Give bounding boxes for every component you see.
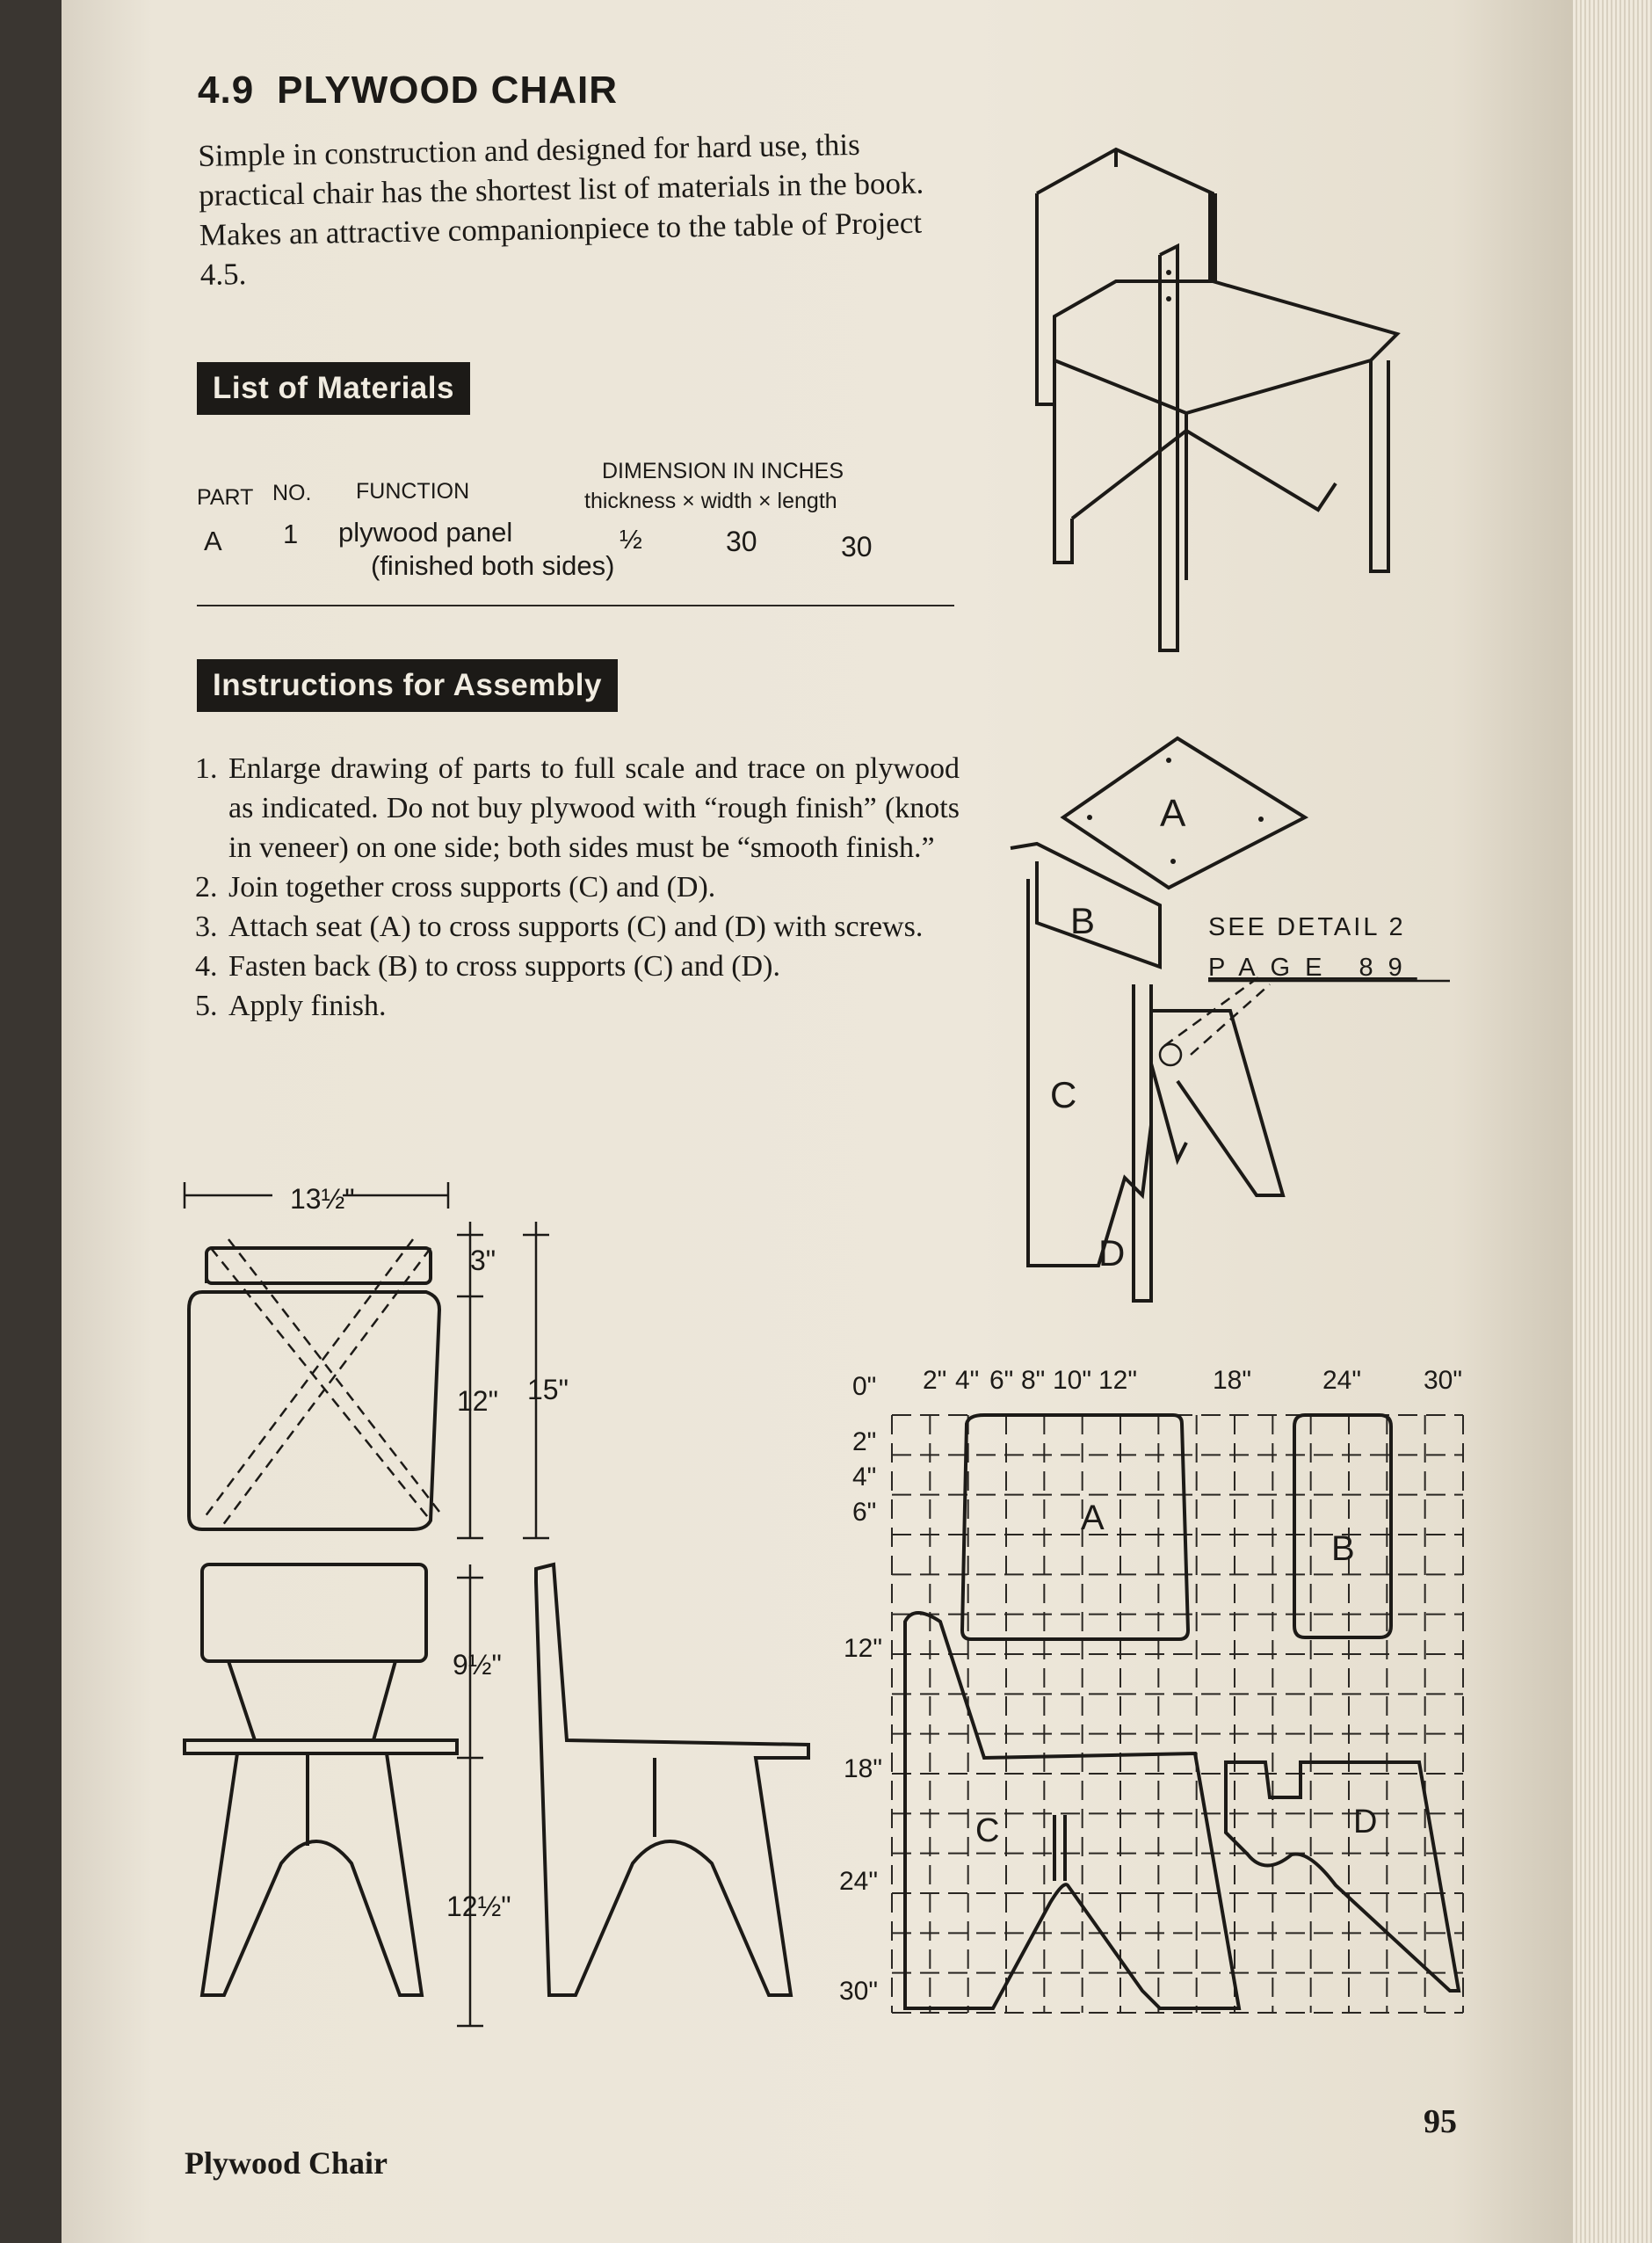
grid-y-label: 2"	[852, 1427, 877, 1456]
section-title: PLYWOOD CHAIR	[277, 69, 619, 112]
parts-grid-pattern	[826, 1358, 1494, 2035]
leg-height-dimension: 12½"	[446, 1891, 511, 1922]
part-a-label: A	[1160, 792, 1186, 835]
step-item: 2. Join together cross supports (C) and (D).	[195, 871, 716, 904]
grid-y-label: 18"	[844, 1754, 883, 1783]
grid-y-label: 12"	[844, 1634, 883, 1663]
assembly-steps	[195, 749, 960, 1026]
grid-part-a: A	[1081, 1499, 1105, 1537]
col-part: PART	[197, 485, 254, 510]
detail-ref-line1: SEE DETAIL 2	[1208, 913, 1406, 941]
col-no: NO.	[272, 481, 312, 505]
row-length: 30	[841, 531, 873, 563]
section-heading	[198, 69, 641, 113]
grid-part-c: C	[975, 1812, 1000, 1849]
back-dimension: 3"	[470, 1245, 496, 1276]
grid-x-label: 0"	[852, 1372, 877, 1401]
row-part: A	[204, 526, 222, 556]
detail-ref-line2: PAGE 89	[1208, 954, 1417, 982]
part-c-label: C	[1050, 1074, 1077, 1115]
back-height-dimension: 9½"	[453, 1649, 502, 1680]
grid-part-b: B	[1331, 1529, 1355, 1568]
row-thickness: ½	[620, 524, 642, 555]
running-title: Plywood Chair	[185, 2145, 388, 2181]
page-number: 95	[1424, 2103, 1457, 2140]
part-b-label: B	[1070, 900, 1096, 941]
intro-paragraph: Simple in construction and designed for hard use, this practical chair has the shortest list of materials in the book. Makes an attractive companionpiece to the table of Project 4.5.	[198, 127, 924, 292]
grid-x-label: 10"	[1053, 1366, 1092, 1395]
grid-y-label: 30"	[839, 1977, 879, 2006]
col-dimension: DIMENSION IN INCHES	[602, 459, 844, 483]
step-item: 4. Fasten back (B) to cross supports (C) and (D).	[195, 950, 780, 983]
grid-x-label: 12"	[1098, 1366, 1138, 1395]
row-no: 1	[283, 519, 299, 549]
grid-y-label: 4"	[852, 1463, 877, 1492]
grid-x-label: 24"	[1322, 1366, 1362, 1395]
materials-heading: List of Materials	[197, 362, 470, 415]
total-dimension: 15"	[527, 1374, 569, 1405]
col-function: FUNCTION	[356, 479, 470, 504]
col-dimension-sub: thickness × width × length	[584, 489, 837, 513]
grid-x-label: 4"	[955, 1366, 980, 1395]
part-d-label: D	[1098, 1232, 1126, 1274]
table-rule	[197, 605, 954, 606]
grid-x-label: 30"	[1424, 1366, 1463, 1395]
step-item: 5. Apply finish.	[195, 990, 387, 1022]
row-width: 30	[726, 526, 757, 557]
chair-perspective-drawing	[1002, 141, 1415, 659]
grid-x-label: 2"	[923, 1366, 947, 1395]
seat-dimension: 12"	[457, 1385, 498, 1417]
page-edges	[1573, 0, 1652, 2243]
step-item: 3. Attach seat (A) to cross supports (C) and (D) with screws.	[195, 911, 924, 943]
grid-x-label: 18"	[1213, 1366, 1252, 1395]
assembly-heading: Instructions for Assembly	[197, 659, 618, 712]
step-item: 1. Enlarge drawing of parts to full scale and trace on plywood as indicated. Do not buy plywood with “rough finish” (knots in veneer) on one side; both sides must be “smooth finish.”	[195, 752, 960, 864]
row-function-note: (finished both sides)	[371, 550, 615, 581]
exploded-assembly-drawing	[1002, 721, 1494, 1318]
grid-x-label: 8"	[1021, 1366, 1046, 1395]
grid-x-label: 6"	[989, 1366, 1014, 1395]
grid-y-label: 24"	[839, 1867, 879, 1896]
width-dimension: 13½"	[290, 1183, 355, 1215]
grid-part-d: D	[1353, 1804, 1378, 1840]
row-function: plywood panel	[338, 517, 513, 548]
grid-y-label: 6"	[852, 1498, 877, 1527]
section-number: 4.9	[198, 69, 255, 112]
orthographic-views-drawing	[176, 1169, 835, 2039]
